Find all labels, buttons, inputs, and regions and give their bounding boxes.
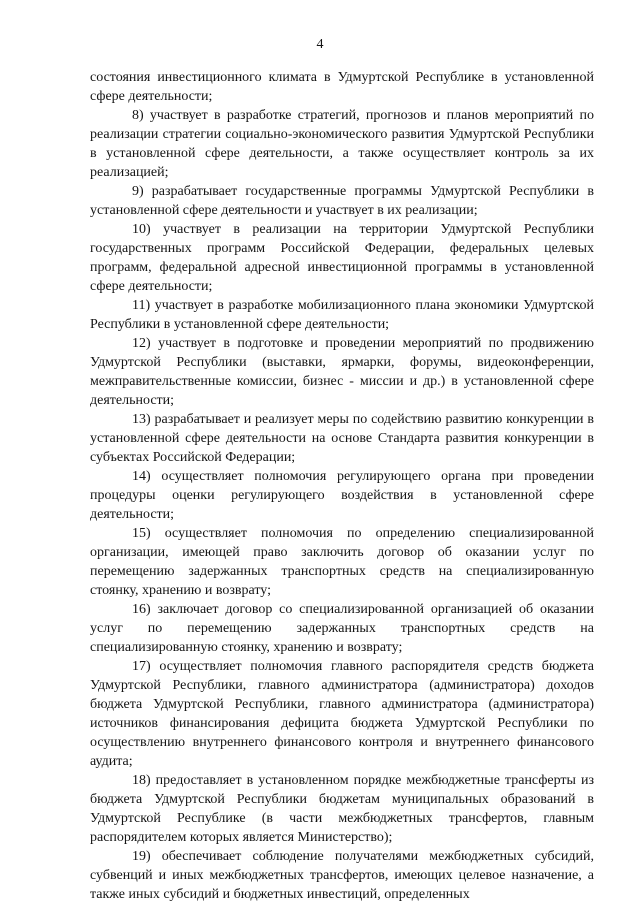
paragraph-item-11: 11) участвует в разработке мобилизационного плана экономики Удмуртской Республики в установленной сфере деятельности; <box>90 298 594 332</box>
paragraph-item-10: 10) участвует в реализации на территории Удмуртской Республики государственных программ Российской Федерации, федеральных целевых программ, федеральной адресной инвестиционной программы в установленной сфере деятельности; <box>90 222 594 294</box>
paragraph-item-9: 9) разрабатывает государственные программы Удмуртской Республики в установленной сфере деятельности и участвует в их реализации; <box>90 184 594 218</box>
paragraph-continuation: состояния инвестиционного климата в Удмуртской Республике в установленной сфере деятельности; <box>90 70 594 104</box>
paragraph-item-15: 15) осуществляет полномочия по определению специализированной организации, имеющей право заключить договор об оказании услуг по перемещению задержанных транспортных средств на специализированную стоянку, хранению и возврату; <box>90 526 594 598</box>
paragraph-item-16: 16) заключает договор со специализированной организацией об оказании услуг по перемещению задержанных транспортных средств на специализированную стоянку, хранению и возврату; <box>90 602 594 655</box>
paragraph-item-12: 12) участвует в подготовке и проведении мероприятий по продвижению Удмуртской Республики (выставки, ярмарки, форумы, видеоконференции, межправительственные комиссии, бизнес - миссии и др.) в установленной сфере деятельности; <box>90 336 594 408</box>
paragraph-item-14: 14) осуществляет полномочия регулирующего органа при проведении процедуры оценки регулирующего воздействия в установленной сфере деятельности; <box>90 469 594 522</box>
page-number: 4 <box>316 37 324 52</box>
paragraph-item-17: 17) осуществляет полномочия главного распорядителя средств бюджета Удмуртской Республики, главного администратора (администратора) доходов бюджета Удмуртской Республики, главного администратора (администратора) источников финансирования дефицита бюджета Удмуртской Республики по осуществлению внутреннего финансового контроля и внутреннего финансового аудита; <box>90 659 594 769</box>
paragraph-item-19: 19) обеспечивает соблюдение получателями межбюджетных субсидий, субвенций и иных межбюджетных трансфертов, имеющих целевое назначение, а также иных субсидий и бюджетных инвестиций, определенных <box>90 849 594 902</box>
paragraph-item-8: 8) участвует в разработке стратегий, прогнозов и планов мероприятий по реализации стратегии социально-экономического развития Удмуртской Республики в установленной сфере деятельности, а также осуществляет контроль за их реализацией; <box>90 108 594 180</box>
document-body <box>90 68 594 904</box>
paragraph-item-13: 13) разрабатывает и реализует меры по содействию развитию конкуренции в установленной сфере деятельности на основе Стандарта развития конкуренции в субъектах Российской Федерации; <box>90 412 594 465</box>
paragraph-item-18: 18) предоставляет в установленном порядке межбюджетные трансферты из бюджета Удмуртской Республики бюджетам муниципальных образований в Удмуртской Республике (в части межбюджетных трансфертов, главным распорядителем которых является Министерство); <box>90 773 594 845</box>
